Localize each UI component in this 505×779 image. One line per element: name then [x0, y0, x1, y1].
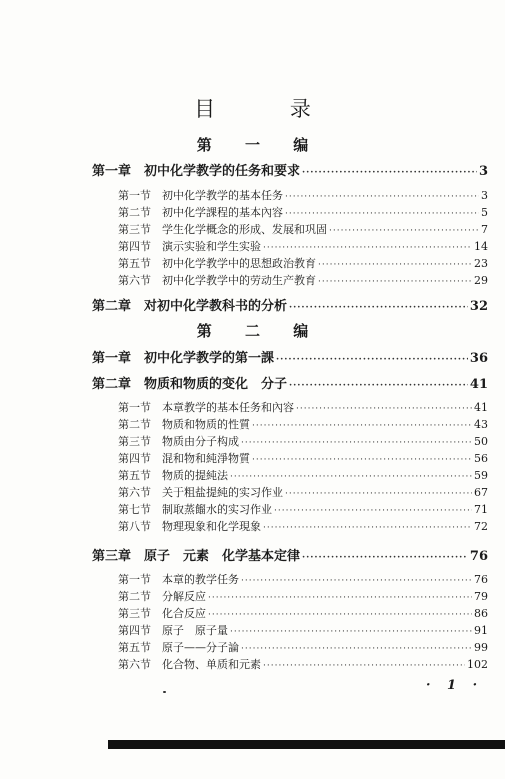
chapter-label: 第二章 [92, 299, 132, 314]
page-number: 72 [474, 520, 488, 533]
page-number: 5 [481, 206, 488, 219]
leader-dots [241, 644, 472, 654]
section-label: 第五节 [118, 469, 151, 482]
leader-dots [208, 610, 472, 620]
leader-dots [274, 506, 472, 516]
section-entry [118, 484, 488, 500]
leader-dots [263, 243, 472, 253]
part-heading-1: 第 一 编 [196, 136, 323, 154]
section-entry [118, 518, 488, 534]
leader-dots [289, 303, 468, 313]
page-number: 3 [478, 164, 488, 179]
section-entry [118, 399, 488, 415]
chapter-entry [92, 295, 488, 314]
page-number: 43 [474, 418, 488, 431]
section-label: 第三节 [118, 607, 151, 620]
section-entry [118, 467, 488, 483]
section-title: 初中化学教学的基本任务 [162, 189, 283, 202]
section-label: 第六节 [118, 274, 151, 287]
section-entry [118, 588, 488, 604]
section-entry [118, 416, 488, 432]
leader-dots [285, 192, 479, 202]
chapter-entry [92, 545, 488, 564]
leader-dots [318, 260, 472, 270]
page-number: 41 [474, 401, 488, 414]
leader-dots [289, 381, 468, 391]
section-entry [118, 204, 488, 220]
leader-dots [296, 404, 472, 414]
section-title: 物质的提純法 [162, 469, 228, 482]
page-number: 29 [474, 274, 488, 287]
page-number: 56 [474, 452, 488, 465]
section-title: 演示实验和学生实验 [162, 240, 261, 253]
page-number: 67 [474, 486, 488, 499]
page-number: 36 [469, 351, 488, 366]
page-number: 79 [474, 590, 488, 603]
section-title: 化合物、单质和元素 [162, 658, 261, 671]
section-label: 第三节 [118, 223, 151, 236]
leader-dots [230, 627, 472, 637]
section-entry [118, 605, 488, 621]
leader-dots [302, 168, 477, 178]
section-label: 第二节 [118, 590, 151, 603]
part-heading-2: 第 二 编 [196, 322, 323, 340]
page-number: 76 [474, 573, 488, 586]
leader-dots [241, 576, 472, 586]
leader-dots [230, 472, 472, 482]
page-number: 91 [474, 624, 488, 637]
page-number: 23 [474, 257, 488, 270]
page-number: 14 [474, 240, 488, 253]
section-title: 原子 原子量 [162, 624, 228, 637]
section-label: 第八节 [118, 520, 151, 533]
chapter-title: 初中化学教学的任务和要求 [144, 164, 301, 179]
leader-dots [263, 523, 472, 533]
section-label: 第一节 [118, 189, 151, 202]
section-title: 初中化学教学中的思想政治教育 [162, 257, 316, 270]
chapter-label: 第一章 [92, 164, 132, 179]
chapter-entry [92, 347, 488, 366]
page-number: 50 [474, 435, 488, 448]
page-number: 59 [474, 469, 488, 482]
section-entry [118, 639, 488, 655]
section-title: 关于粗盐提純的实习作业 [162, 486, 283, 499]
leader-dots [329, 226, 479, 236]
leader-dots [241, 438, 472, 448]
speck [163, 691, 166, 693]
page-number: 7 [481, 223, 488, 236]
leader-dots [285, 209, 479, 219]
page-number: 86 [474, 607, 488, 620]
chapter-label: 第三章 [92, 549, 132, 564]
section-title: 混和物和純淨物質 [162, 452, 250, 465]
section-entry [118, 450, 488, 466]
section-title: 本章教学的基本任务和內容 [162, 401, 294, 414]
leader-dots [263, 661, 465, 671]
section-entry [118, 622, 488, 638]
section-title: 初中化学課程的基本內容 [162, 206, 283, 219]
section-title: 物理現象和化学現象 [162, 520, 261, 533]
section-title: 本章的教学任务 [162, 573, 239, 586]
section-title: 物质和物质的性質 [162, 418, 250, 431]
section-label: 第四节 [118, 624, 151, 637]
chapter-title: 对初中化学教科书的分析 [144, 299, 288, 314]
section-label: 第二节 [118, 206, 151, 219]
chapter-entry [92, 160, 488, 179]
section-label: 第五节 [118, 641, 151, 654]
leader-dots [252, 421, 472, 431]
section-label: 第一节 [118, 401, 151, 414]
section-label: 第七节 [118, 503, 151, 516]
page-number: 32 [469, 299, 488, 314]
section-label: 第二节 [118, 418, 151, 431]
section-label: 第六节 [118, 486, 151, 499]
chapter-label: 第二章 [92, 377, 132, 392]
page-number: 99 [474, 641, 488, 654]
section-label: 第三节 [118, 435, 151, 448]
section-label: 第五节 [118, 257, 151, 270]
section-title: 制取蒸餾水的实习作业 [162, 503, 272, 516]
page-number: 3 [481, 189, 488, 202]
leader-dots [285, 489, 472, 499]
section-entry [118, 656, 488, 672]
section-title: 物质由分子构成 [162, 435, 239, 448]
page-folio: · 1 · [426, 678, 484, 693]
section-title: 化合反应 [162, 607, 206, 620]
page-number: 41 [469, 377, 488, 392]
leader-dots [302, 553, 468, 563]
section-entry [118, 501, 488, 517]
bottom-rule [108, 740, 505, 749]
chapter-label: 第一章 [92, 351, 132, 366]
section-label: 第四节 [118, 240, 151, 253]
section-entry [118, 221, 488, 237]
chapter-title: 初中化学教学的第一課 [144, 351, 275, 366]
section-title: 学生化学概念的形成、发展和巩固 [162, 223, 327, 236]
section-title: 初中化学教学中的劳动生产教育 [162, 274, 316, 287]
section-title: 分解反应 [162, 590, 206, 603]
section-entry [118, 272, 488, 288]
toc-title: 目 录 [194, 97, 345, 121]
chapter-entry [92, 373, 488, 392]
leader-dots [208, 593, 472, 603]
section-label: 第四节 [118, 452, 151, 465]
section-entry [118, 238, 488, 254]
section-label: 第六节 [118, 658, 151, 671]
page-number: 71 [474, 503, 488, 516]
page-number: 76 [469, 549, 488, 564]
page-number: 102 [467, 658, 488, 671]
section-entry [118, 255, 488, 271]
leader-dots [276, 355, 468, 365]
chapter-title: 原子 元素 化学基本定律 [144, 549, 301, 564]
section-title: 原子——分子論 [162, 641, 239, 654]
leader-dots [318, 277, 472, 287]
section-entry [118, 571, 488, 587]
chapter-title: 物质和物质的变化 分子 [144, 377, 288, 392]
section-label: 第一节 [118, 573, 151, 586]
section-entry [118, 433, 488, 449]
section-entry [118, 187, 488, 203]
leader-dots [252, 455, 472, 465]
